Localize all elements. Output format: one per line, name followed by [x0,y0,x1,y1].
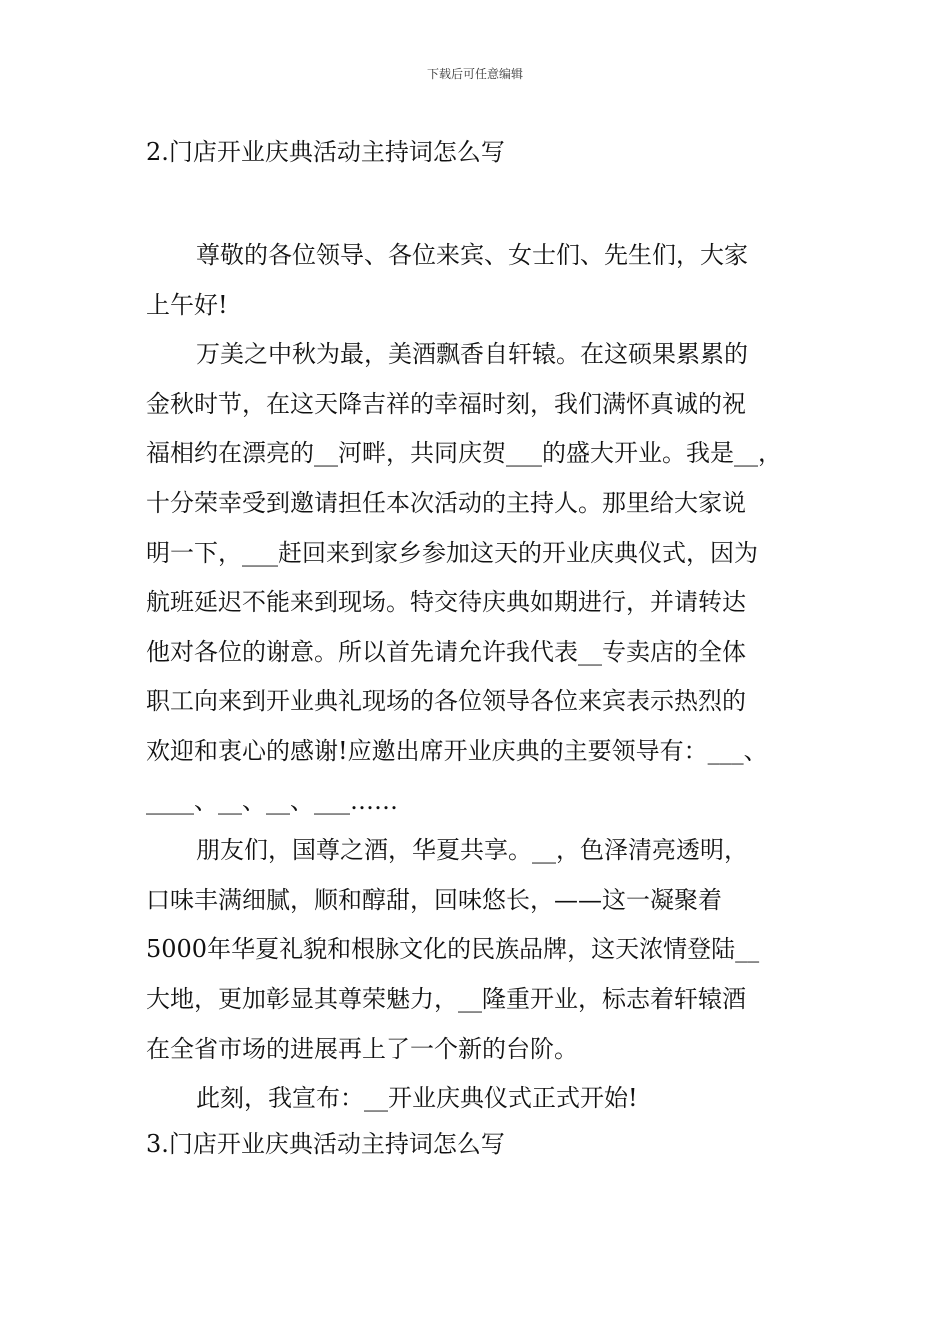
text-line: 他对各位的谢意。所以首先请允许我代表__专卖店的全体 [146,637,746,666]
text-line: 5000年华夏礼貌和根脉文化的民族品牌，这天浓情登陆__ [146,935,760,964]
speech-body [146,231,826,1124]
text-line: 在全省市场的进展再上了一个新的台阶。 [146,1034,578,1063]
text-line: 明一下，___赶回来到家乡参加这天的开业庆典仪式，因为 [146,538,758,567]
text-line: 十分荣幸受到邀请担任本次活动的主持人。那里给大家说 [146,488,746,517]
section-heading-2: 2.门店开业庆典活动主持词怎么写 [146,138,505,166]
section-heading-3: 3.门店开业庆典活动主持词怎么写 [146,1130,505,1158]
paragraph-brand [146,826,826,1074]
text-line: 口味丰满细腻，顺和醇甜，回味悠长，——这一凝聚着 [146,885,722,914]
text-line: ____、__、__、___…… [146,786,398,815]
text-line: 此刻，我宣布：__开业庆典仪式正式开始! [196,1084,638,1113]
paragraph-greeting [146,231,826,330]
paragraph-announcement [146,1074,826,1124]
text-line: 万美之中秋为最，美酒飘香自轩辕。在这硕果累累的 [196,340,748,369]
text-line: 朋友们，国尊之酒，华夏共享。__，色泽清亮透明， [196,836,748,865]
text-line: 上午好! [146,290,228,319]
text-line: 尊敬的各位领导、各位来宾、女士们、先生们，大家 [196,241,748,269]
text-line: 航班延迟不能来到现场。特交待庆典如期进行，并请转达 [146,588,746,617]
text-line: 职工向来到开业典礼现场的各位领导各位来宾表示热烈的 [146,687,746,716]
text-line: 福相约在漂亮的__河畔，共同庆贺___的盛大开业。我是__， [146,439,782,468]
text-line: 金秋时节，在这天降吉祥的幸福时刻，我们满怀真诚的祝 [146,389,746,418]
text-line: 大地，更加彰显其尊荣魅力，__隆重开业，标志着轩辕酒 [146,984,746,1013]
page-header-note: 下载后可任意编辑 [426,67,523,81]
paragraph-introduction [146,330,826,826]
text-line: 欢迎和衷心的感谢!应邀出席开业庆典的主要领导有：___、 [146,736,768,765]
